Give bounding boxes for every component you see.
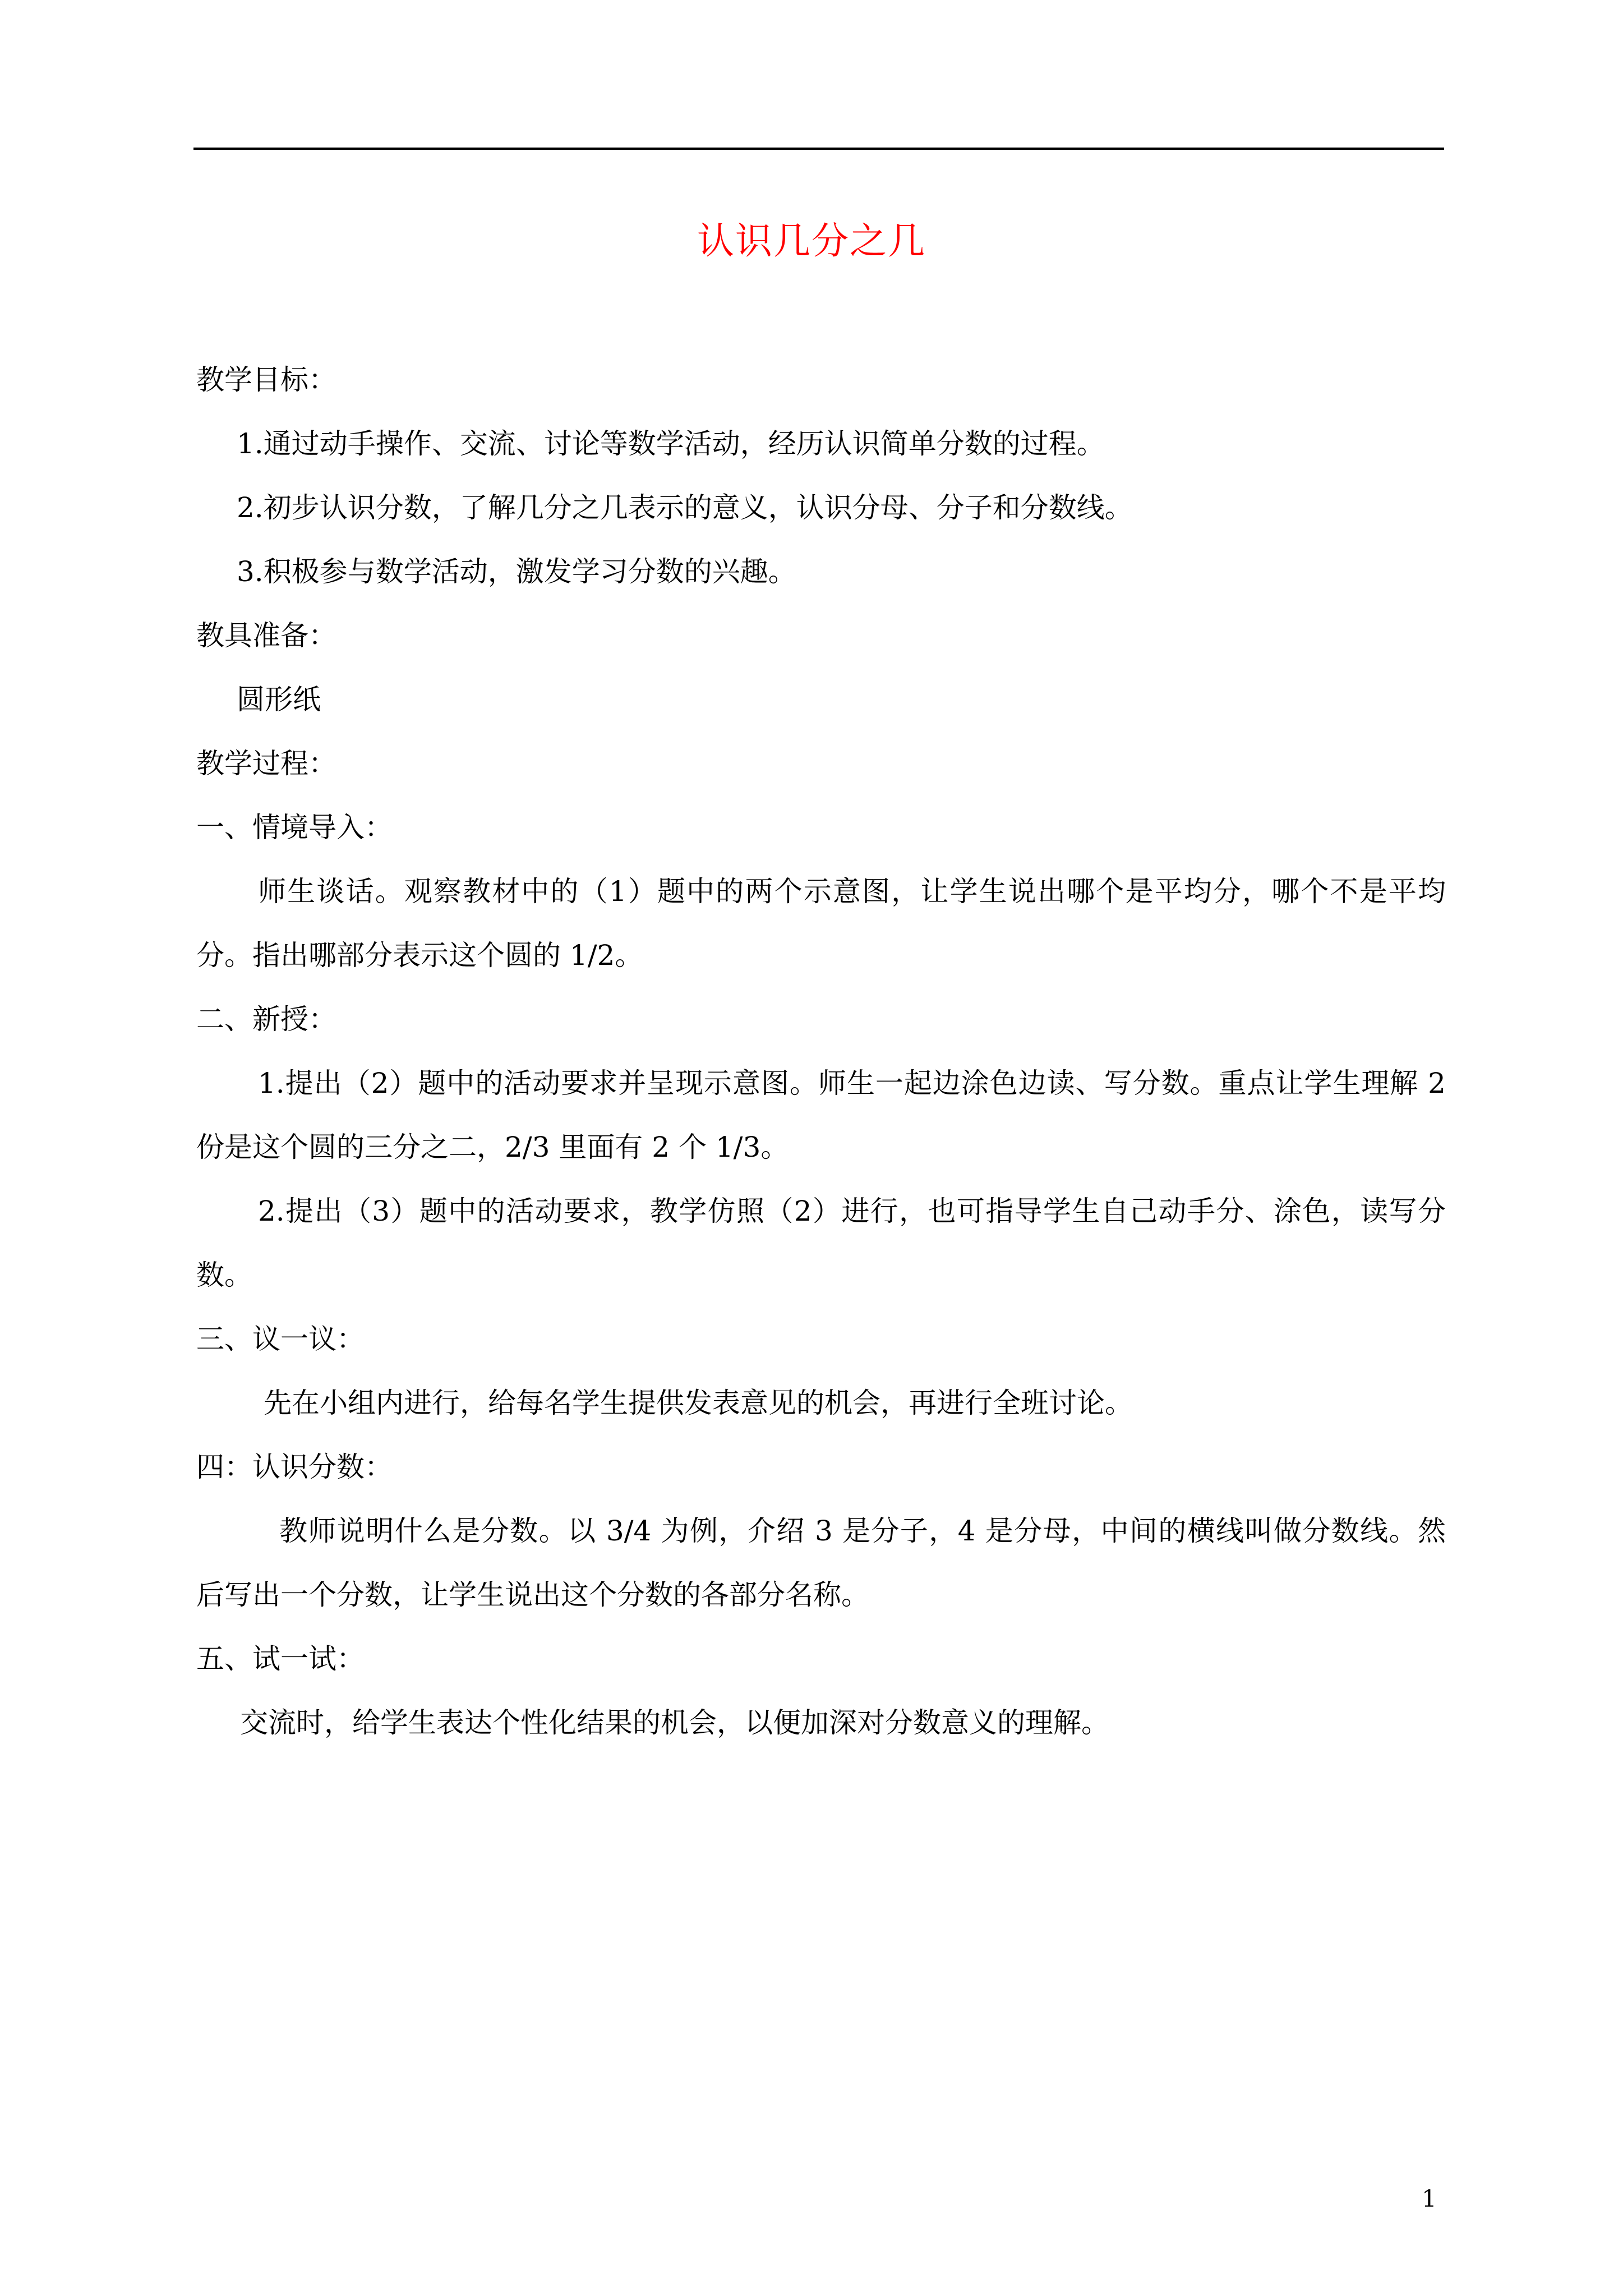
paragraph-2-item-1-line-1: 1.提出（2）题中的活动要求并呈现示意图。师生一起边涂色边读、写分数。重点让学生理解 2 xyxy=(258,1067,1446,1099)
paragraph-4-line-1: 教师说明什么是分数。以 3/4 为例，介绍 3 是分子，4 是分母，中间的横线叫做分数线。然 xyxy=(279,1515,1446,1547)
section-heading-4: 四：认识分数： xyxy=(196,1451,393,1483)
process-heading: 教学过程： xyxy=(196,747,336,780)
objective-item-3: 3.积极参与数学活动，激发学习分数的兴趣。 xyxy=(237,555,796,588)
section-heading-1: 一、情境导入： xyxy=(196,811,393,844)
paragraph-3: 先在小组内进行，给每名学生提供发表意见的机会，再进行全班讨论。 xyxy=(264,1387,1133,1419)
paragraph-2-item-2-line-1: 2.提出（3）题中的活动要求，教学仿照（2）进行，也可指导学生自己动手分、涂色，读写分 xyxy=(258,1195,1446,1227)
document-title: 认识几分之几 xyxy=(697,219,926,263)
objective-item-2: 2.初步认识分数，了解几分之几表示的意义，认识分母、分子和分数线。 xyxy=(237,491,1133,524)
paragraph-2-item-1-line-2: 份是这个圆的三分之二，2/3 里面有 2 个 1/3。 xyxy=(196,1131,789,1163)
paragraph-4-line-2: 后写出一个分数，让学生说出这个分数的各部分名称。 xyxy=(196,1579,869,1611)
paragraph-1-line-1: 师生谈话。观察教材中的（1）题中的两个示意图，让学生说出哪个是平均分，哪个不是平均 xyxy=(258,875,1446,908)
materials-item: 圆形纸 xyxy=(237,683,321,716)
paragraph-2-item-2-line-2: 数。 xyxy=(196,1259,252,1291)
section-heading-3: 三、议一议： xyxy=(196,1323,365,1355)
section-heading-2: 二、新授： xyxy=(196,1003,336,1036)
objectives-heading: 教学目标： xyxy=(196,364,336,396)
paragraph-1-line-2: 分。指出哪部分表示这个圆的 1/2。 xyxy=(196,939,643,972)
objective-item-1: 1.通过动手操作、交流、讨论等数学活动，经历认识简单分数的过程。 xyxy=(237,427,1105,460)
page-number: 1 xyxy=(1422,2185,1437,2212)
materials-heading: 教具准备： xyxy=(196,619,336,652)
paragraph-5: 交流时，给学生表达个性化结果的机会，以便加深对分数意义的理解。 xyxy=(240,1706,1109,1739)
section-heading-5: 五、试一试： xyxy=(196,1642,365,1675)
header-rule xyxy=(193,148,1444,150)
